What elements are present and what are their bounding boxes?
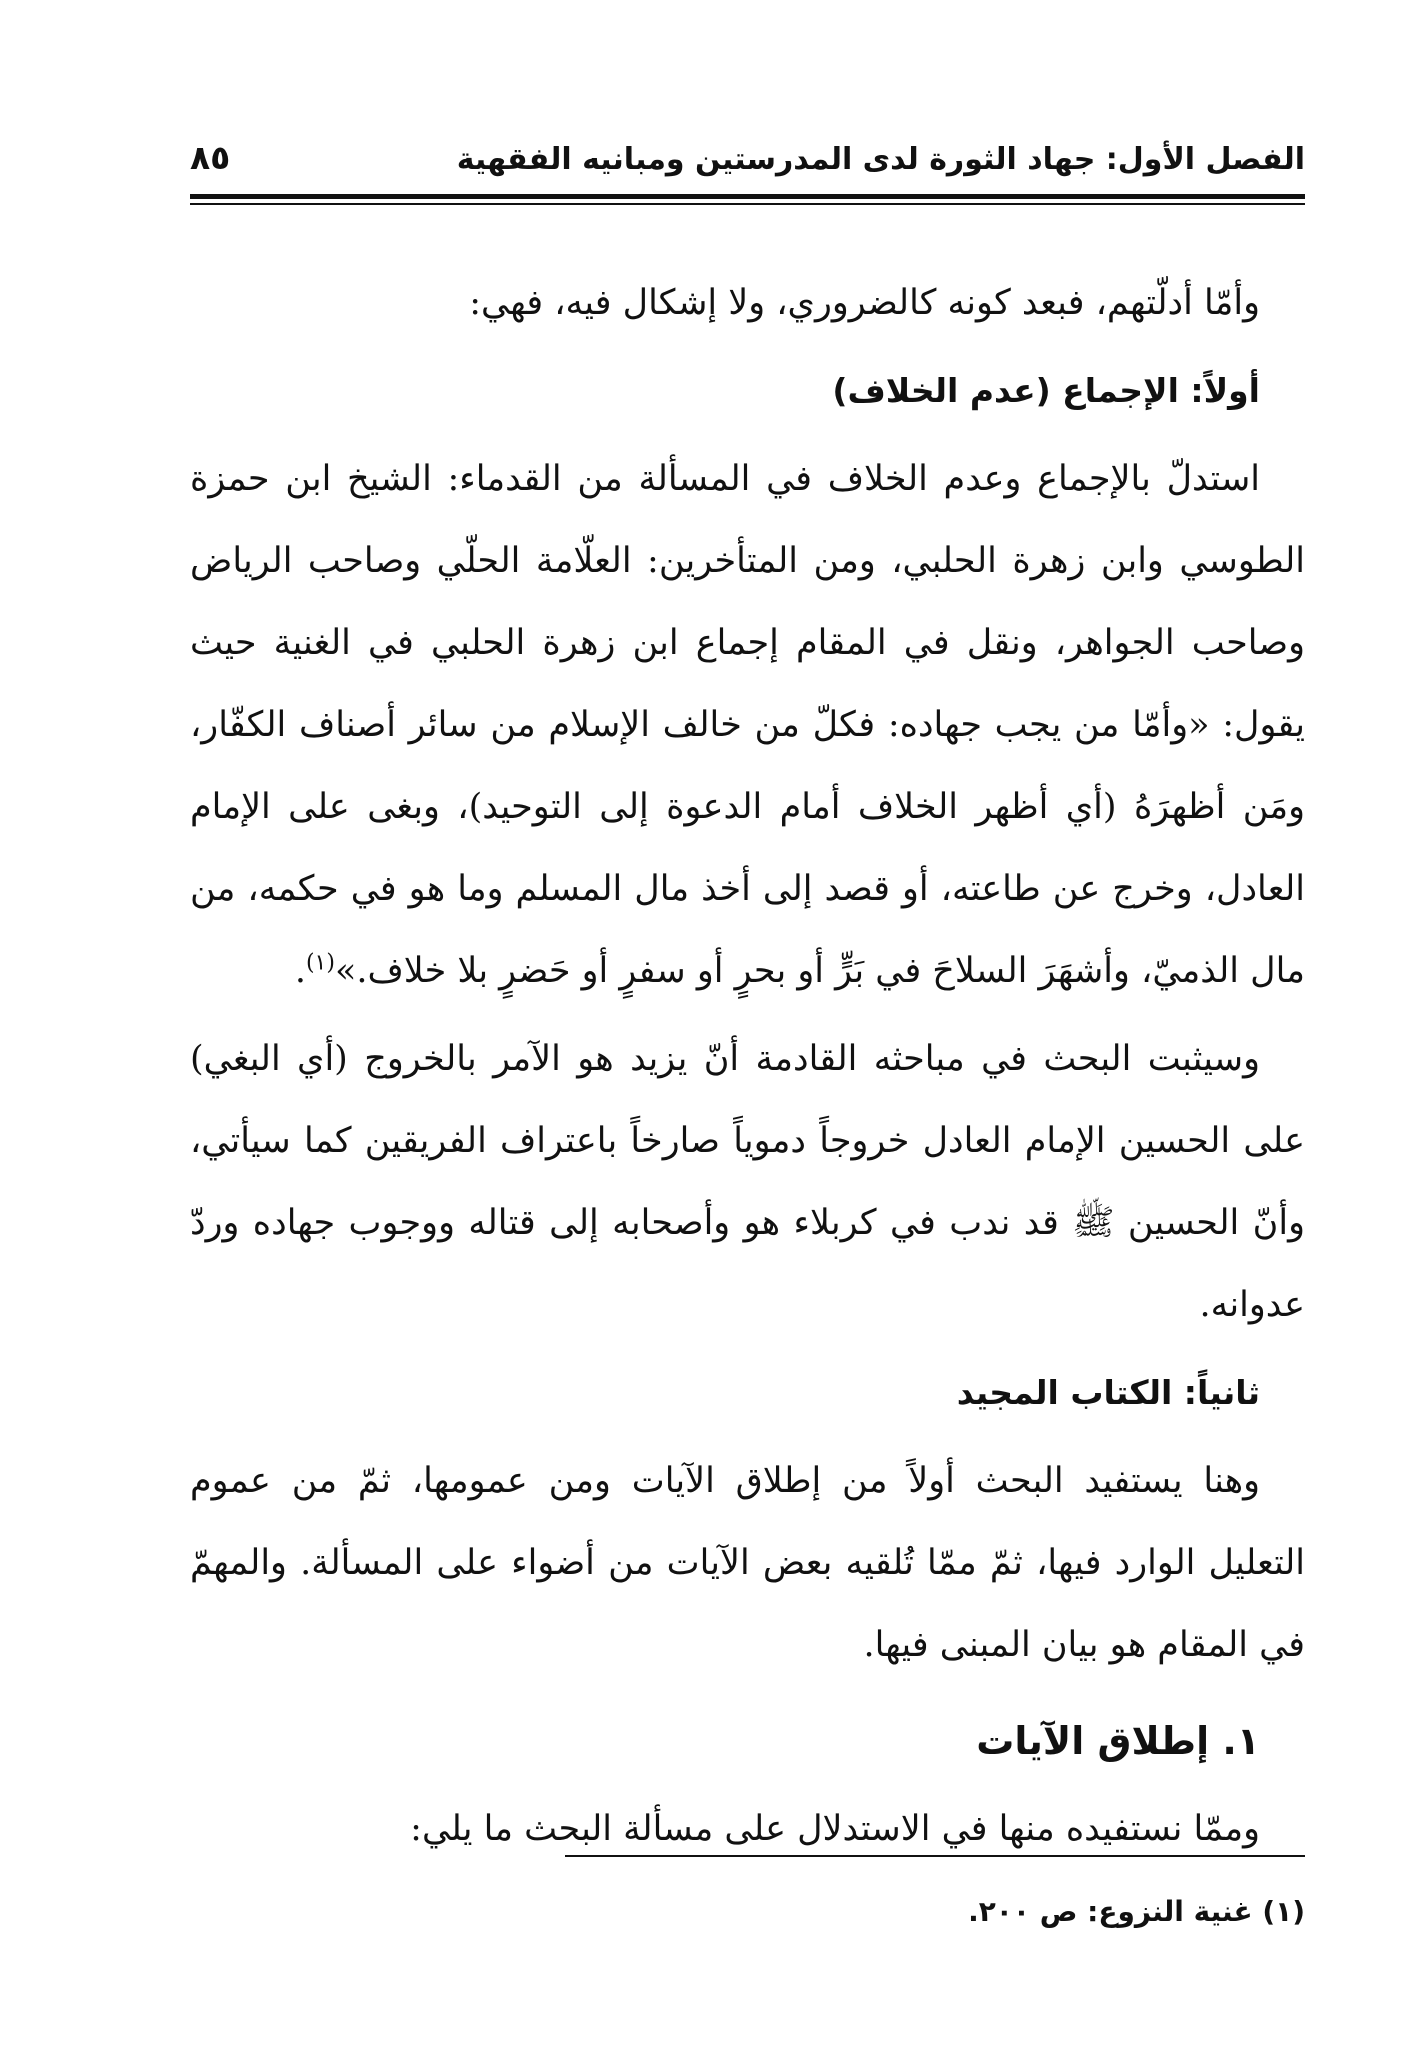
chapter-title: الفصل الأول: جهاد الثورة لدى المدرستين ومبانيه الفقهية	[456, 142, 1305, 177]
paragraph-yazid: وسيثبت البحث في مباحثه القادمة أنّ يزيد هو الآمر بالخروج (أي البغي) على الحسين الإمام العادل خروجاً دموياً صارخاً باعتراف الفريقين كما سيأتي، وأنّ الحسين ﷺ قد ندب في كربلاء هو وأصحابه إلى قتاله ووجوب جهاده وردّ عدوانه.	[190, 1039, 1305, 1325]
paragraph-verses: وممّا نستفيده منها في الاستدلال على مسألة البحث ما يلي:	[410, 1809, 1260, 1849]
header-rule-thick	[190, 194, 1305, 199]
paragraph-consensus	[190, 438, 1305, 1012]
paragraph-book: وهنا يستفيد البحث أولاً من إطلاق الآيات ومن عمومها، ثمّ من عموم التعليل الوارد فيها، ثمّ ممّا تُلقيه بعض الآيات من أضواء على المسألة. والمهمّ في المقام هو بيان المبنى فيها.	[190, 1461, 1305, 1665]
main-text	[190, 262, 1305, 1870]
footnote: (١) غنية النزوع: ص ٢٠٠.	[968, 1895, 1305, 1928]
paragraph-consensus-text: استدلّ بالإجماع وعدم الخلاف في المسألة من القدماء: الشيخ ابن حمزة الطوسي وابن زهرة الحلبي، ومن المتأخرين: العلّامة الحلّي وصاحب الرياض وصاحب الجواهر، ونقل في المقام إجماع ابن زهرة الحلبي في الغنية حيث يقول: «وأمّا من يجب جهاده: فكلّ من خالف الإسلام من سائر أصناف الكفّار، ومَن أظهرَهُ (أي أظهر الخلاف أمام الدعوة إلى التوحيد)، وبغى على الإمام العادل، وخرج عن طاعته، أو قصد إلى أخذ مال المسلم وما هو في حكمه، من مال الذميّ، وأشهَرَ السلاحَ في بَرٍّ أو بحرٍ أو سفرٍ أو حَضرٍ بلا خلاف.»	[190, 459, 1305, 991]
subsection-heading-verses: ١. إطلاق الآيات	[976, 1719, 1260, 1763]
page-number: ٨٥	[190, 138, 231, 177]
running-header	[190, 138, 1305, 188]
footnote-separator	[565, 1855, 1305, 1857]
footnote-reference: (١)	[305, 950, 335, 976]
section-heading-book: ثانياً: الكتاب المجيد	[956, 1373, 1260, 1412]
section-heading-consensus: أولاً: الإجماع (عدم الخلاف)	[832, 371, 1260, 410]
header-rule-thin	[190, 203, 1305, 205]
paragraph-intro: وأمّا أدلّتهم، فبعد كونه كالضروري، ولا إشكال فيه، فهي:	[469, 283, 1260, 323]
paragraph-consensus-end: .	[294, 951, 306, 991]
